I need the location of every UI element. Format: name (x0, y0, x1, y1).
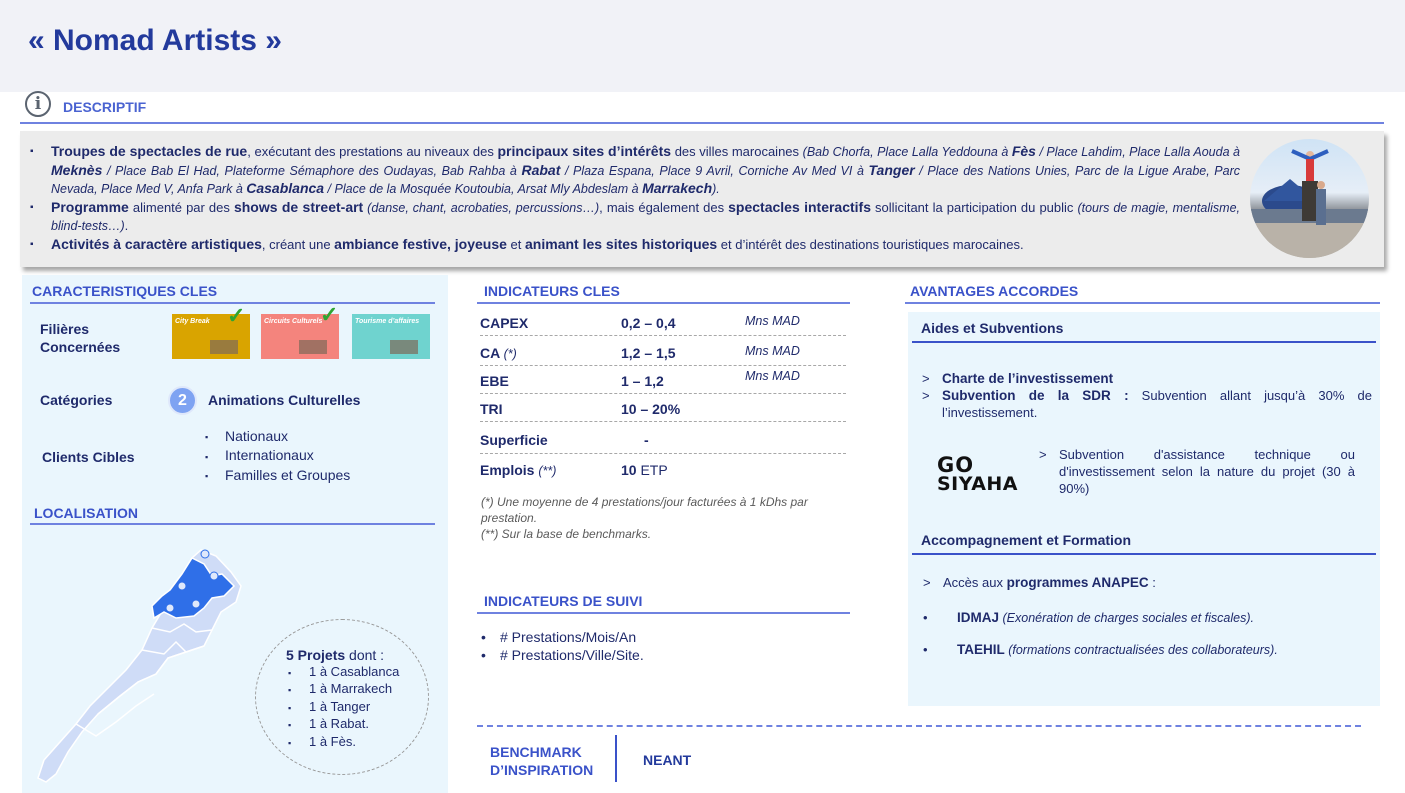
project-fes: 1 à Fès. (309, 733, 356, 749)
list-item: > Subvention de la SDR : Subvention allant jusqu’à 30% de l’investissement. (922, 388, 1372, 420)
bullet-1-italic-5: / Place des Nations Unies, Parc de la Ligue Arabe, Parc Nevada, Place Med V, Anfa Park à (51, 163, 1240, 196)
kpi-unit: Mns MAD (745, 369, 800, 383)
bullet-1-italic-6: / Place de la Mosquée Koutoubia, Arsat Mly Abdeslam à (324, 182, 643, 196)
suivi-item-1: # Prestations/Mois/An (500, 629, 637, 645)
project-tanger: 1 à Tanger (309, 698, 371, 714)
benchmark-label (490, 743, 593, 779)
table-row (480, 422, 846, 454)
anapec-suffix: : (1148, 575, 1156, 590)
bullet-2-text-4: . (124, 218, 129, 233)
kpi-value (621, 345, 676, 361)
bullet-1-italic-7: ). (712, 182, 720, 196)
kpi-value-text: 10 (621, 462, 637, 478)
kpi-name-text: Superficie (480, 432, 548, 448)
kpi-value (621, 373, 664, 389)
idmaj-name: IDMAJ (957, 610, 1000, 625)
list-item: • # Prestations/Ville/Site. (481, 647, 644, 663)
project-marrakech: 1 à Marrakech (309, 681, 393, 696)
sdr-label: Subvention de la SDR : (942, 388, 1129, 403)
aides-title: Aides et Subventions (921, 320, 1064, 336)
projects-list (286, 647, 399, 751)
checkmark-icon: ✓ (320, 302, 339, 327)
accompagnement-title: Accompagnement et Formation (921, 532, 1132, 548)
page-title: « Nomad Artists » (28, 24, 282, 57)
benchmark-label-line-1: BENCHMARK (490, 744, 582, 760)
list-item: ▪ 1 à Marrakech (288, 681, 393, 696)
list-item: > Charte de l’investissement (922, 371, 1114, 386)
benchmark-divider (477, 725, 1361, 727)
suivi-divider (477, 612, 850, 614)
logo-line-1: GO (937, 453, 975, 477)
kpi-value (621, 401, 680, 417)
descriptif-bullet-1 (30, 143, 1240, 199)
avantages-divider (905, 302, 1380, 304)
descriptif-text (30, 143, 1240, 253)
benchmark-separator (615, 735, 617, 782)
list-item: ▪ 1 à Tanger (288, 698, 371, 714)
kpi-note: (**) (538, 464, 557, 478)
kpi-table (480, 308, 846, 484)
bullet-1-italic-3: / Place Bab El Had, Plateforme Sémaphore des Oudayas, Bab Rahba à (102, 163, 522, 178)
bullet-2-text-2: , mais également des (599, 199, 729, 215)
bullet-2-italic-2: (tours de magie, mentalisme, blind-tests…) (51, 200, 1240, 233)
localisation-title: LOCALISATION (34, 505, 138, 521)
aides-list (922, 370, 1372, 421)
bullet-1-bold-2: principaux sites d’intérêts (497, 143, 672, 159)
clients-list (205, 427, 350, 485)
table-row (480, 308, 846, 336)
kpi-value-unit: ETP (636, 462, 668, 478)
tile-city-break-label: City Break (175, 318, 210, 325)
project-rabat: 1 à Rabat. (309, 716, 369, 731)
list-item: • # Prestations/Mois/An (481, 629, 637, 645)
project-casablanca: 1 à Casablanca (309, 663, 400, 679)
taehil-text: (formations contractualisées des collaborateurs). (1004, 643, 1278, 657)
kpi-note-2: (**) Sur la base de benchmarks. (481, 527, 652, 541)
descriptif-divider (20, 122, 1384, 124)
siyaha-item (1039, 446, 1355, 497)
list-item: > Subvention d'assistance technique ou d'investissement selon la nature du projet (30 à 90%) (1039, 447, 1355, 496)
suivi-item-2: # Prestations/Ville/Site. (500, 647, 644, 663)
table-row (480, 394, 846, 422)
projects-count: 5 Projets (286, 647, 346, 663)
benchmark-value: NEANT (643, 752, 692, 768)
client-familles: Familles et Groupes (225, 466, 351, 483)
tile-circuits-image (299, 340, 327, 354)
kpi-value (644, 432, 649, 448)
list-item: ▪ Familles et Groupes (205, 466, 351, 483)
kpi-name (480, 315, 528, 331)
categories-label: Catégories (40, 392, 113, 408)
list-item: ▪ 1 à Rabat. (288, 716, 369, 731)
kpi-name-text: EBE (480, 373, 509, 389)
bullet-2-bold-1: Programme (51, 198, 129, 215)
sdr-text: Subvention allant jusqu’à 30% de l’investissement. (942, 388, 1372, 420)
list-item: ▪ 1 à Casablanca (288, 663, 400, 679)
bullet-2-bold-3: spectacles interactifs (728, 198, 871, 215)
tile-tourisme-image (390, 340, 418, 354)
logo-line-2: SIYAHA (937, 473, 1019, 495)
morocco-map (36, 546, 266, 786)
charte-investissement: Charte de l’investissement (942, 371, 1114, 386)
city-meknes: Meknès (51, 161, 103, 178)
bullet-1-bold-1: Troupes de spectacles de rue (51, 143, 248, 159)
benchmark-label-line-2: D’INSPIRATION (490, 762, 594, 778)
kpi-name-text: CAPEX (480, 315, 529, 331)
bullet-2-text-1: alimenté par des (128, 199, 234, 215)
tile-circuits-label: Circuits Culturels (264, 318, 323, 325)
bullet-2-bold-2: shows de street-art (233, 198, 364, 215)
city-marrakech: Marrakech (642, 180, 713, 196)
descriptif-bullet-3 (30, 236, 1240, 254)
kpi-value-text: 1,2 – 1,5 (621, 345, 676, 361)
kpi-notes (481, 494, 841, 542)
table-row (480, 336, 846, 366)
street-performers-photo (1250, 139, 1369, 258)
descriptif-title: DESCRIPTIF (63, 99, 147, 115)
bullet-1-italic-4: / Plaza Espana, Place 9 Avril, Corniche Av Med VI à (560, 163, 869, 178)
bullet-3-text-2: et (506, 236, 526, 252)
taehil-item: • TAEHIL (formations contractualisées des collaborateurs). (923, 642, 1278, 657)
info-icon: i (25, 91, 51, 117)
clients-label: Clients Cibles (42, 449, 135, 465)
tile-tourisme-affaires (352, 314, 430, 359)
kpi-name (480, 401, 503, 417)
checkmark-icon: ✓ (227, 303, 246, 328)
bullet-3-bold-1: Activités à caractère artistiques (51, 235, 262, 252)
taehil-name: TAEHIL (957, 642, 1005, 657)
client-nationaux: Nationaux (225, 428, 289, 444)
kpi-note: (*) (503, 347, 517, 361)
bullet-1-text-1: , exécutant des prestations au niveaux des (247, 144, 498, 159)
kpi-name (480, 432, 548, 448)
anapec-prefix: Accès aux (943, 575, 1007, 590)
siyaha-text: Subvention d'assistance technique ou d'investissement selon la nature du projet (30 à 90%) (1059, 447, 1355, 496)
kpi-name-text: TRI (480, 401, 503, 417)
avantages-title: AVANTAGES ACCORDES (910, 283, 1079, 299)
category-name: Animations Culturelles (208, 392, 361, 408)
table-row (480, 366, 846, 394)
indicateurs-title: INDICATEURS CLES (484, 283, 620, 299)
kpi-value-text: - (644, 432, 649, 448)
accompagnement-divider (912, 553, 1376, 555)
kpi-name (480, 345, 517, 361)
kpi-value-text: 10 – 20% (621, 401, 681, 417)
kpi-name-text: Emplois (480, 462, 539, 478)
city-casablanca: Casablanca (246, 180, 325, 196)
bullet-1-text-2: des villes marocaines (671, 144, 803, 159)
tile-tourisme-label: Tourisme d’affaires (355, 318, 420, 325)
localisation-divider (30, 523, 435, 525)
list-item: ▪ Internationaux (205, 447, 314, 464)
bullet-1-italic-1: (Bab Chorfa, Place Lalla Yeddouna à (802, 145, 1012, 159)
kpi-value-text: 1 – 1,2 (621, 373, 664, 389)
list-item: ▪ 1 à Fès. (288, 733, 356, 749)
indicateurs-divider (477, 302, 850, 304)
filieres-label: Filières Concernées (40, 321, 121, 355)
list-item: ▪ Nationaux (205, 428, 289, 444)
bullet-1-italic-2: / Place Lahdim, Place Lalla Aouda à (1035, 145, 1240, 159)
kpi-value (621, 315, 676, 331)
bullet-3-text-3: et d’intérêt des destinations touristiques marocaines. (717, 236, 1024, 252)
anapec-bold: programmes ANAPEC (1006, 575, 1149, 590)
projects-suffix: dont : (345, 647, 385, 663)
tile-city-break-image (210, 340, 238, 354)
suivi-title: INDICATEURS DE SUIVI (484, 593, 643, 609)
client-internationaux: Internationaux (225, 447, 314, 464)
kpi-name (480, 373, 509, 389)
kpi-unit: Mns MAD (745, 314, 800, 328)
go-siyaha-logo (937, 453, 1019, 495)
city-tanger: Tanger (868, 161, 915, 178)
city-rabat: Rabat (521, 161, 561, 178)
idmaj-text: (Exonération de charges sociales et fiscales). (999, 611, 1255, 625)
caracteristiques-title: CARACTERISTIQUES CLES (32, 283, 218, 299)
suivi-list (481, 628, 644, 664)
anapec-item: > Accès aux programmes ANAPEC : (923, 575, 1156, 590)
kpi-value (621, 462, 668, 478)
kpi-name-text: CA (480, 345, 504, 361)
projects-heading (286, 647, 399, 664)
kpi-value-text: 0,2 – 0,4 (621, 315, 676, 331)
descriptif-bullet-2 (30, 199, 1240, 236)
table-row (480, 454, 846, 484)
bullet-3-text-1: , créant une (261, 236, 335, 252)
idmaj-item: • IDMAJ (Exonération de charges sociales et fiscales). (923, 610, 1255, 625)
city-fes: Fès (1011, 143, 1036, 159)
kpi-unit: Mns MAD (745, 344, 800, 358)
bullet-3-bold-2: ambiance festive, joyeuse (334, 235, 507, 252)
aides-divider (912, 341, 1376, 343)
category-number-badge: 2 (168, 386, 197, 415)
bullet-2-italic-1: (danse, chant, acrobaties, percussions…) (363, 200, 600, 215)
bullet-2-text-3: sollicitant la participation du public (871, 199, 1078, 215)
kpi-note-1: (*) Une moyenne de 4 prestations/jour facturées à 1 kDhs par prestation. (481, 495, 808, 525)
bullet-3-bold-3: animant les sites historiques (525, 235, 718, 252)
kpi-name (480, 462, 556, 478)
